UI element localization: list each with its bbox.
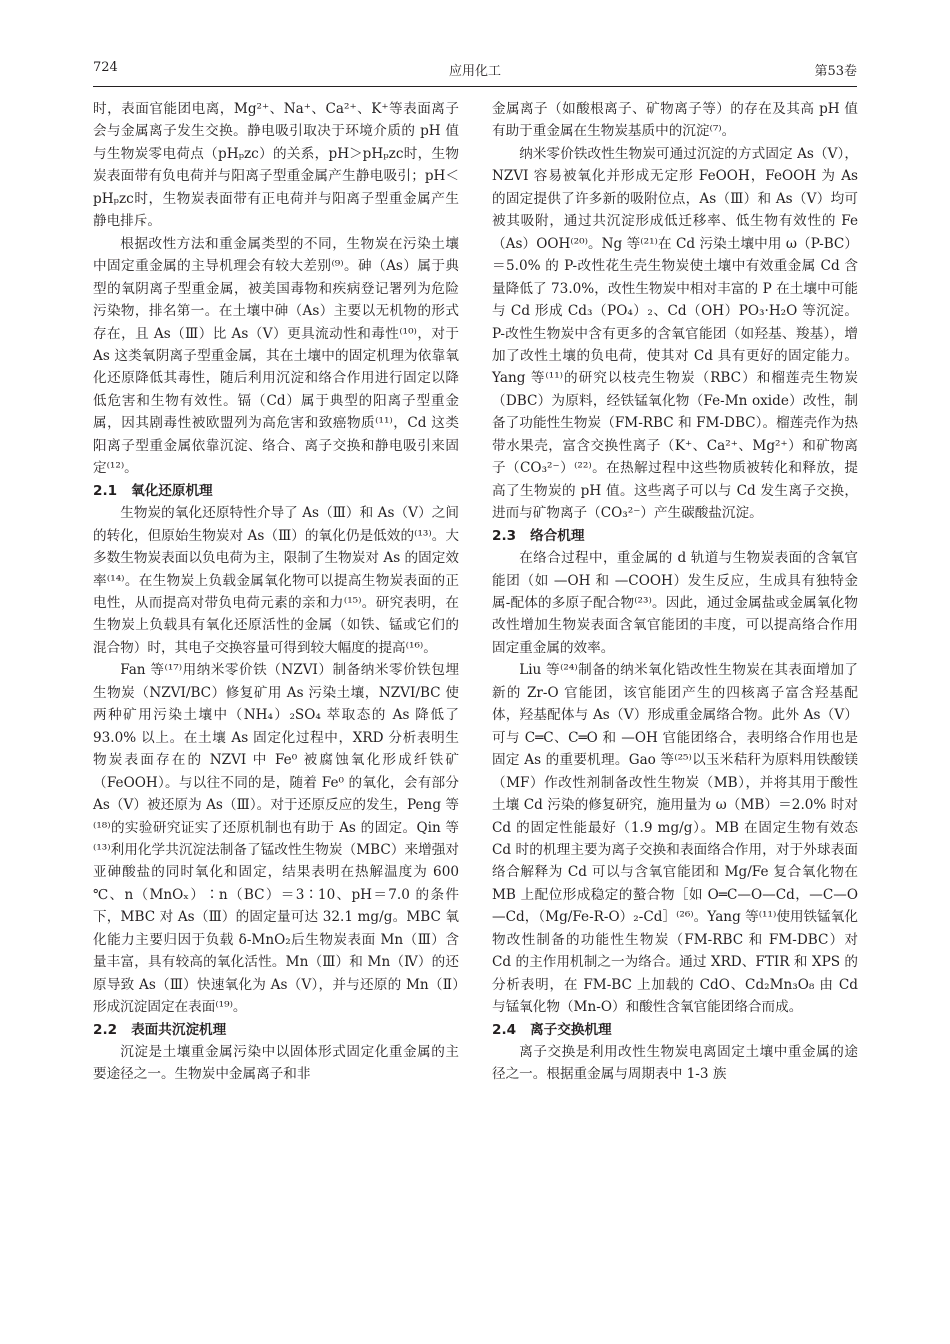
section-title: 氧化还原机理 [131,482,213,499]
right-column [492,98,858,1086]
paragraph: 生物炭的氧化还原特性介导了 As（Ⅲ）和 As（Ⅴ）之间的转化，但原始生物炭对 As（Ⅲ）的氧化仍是低效的⁽¹³⁾。大多数生物炭表面以负电荷为主，限制了生物炭对 As 的固定效率⁽¹⁴⁾。在生物炭上负载金属氧化物可以提高生物炭表面的正电性，从而提高对带负电荷元素的亲和力⁽¹⁵⁾。研究表明，在生物炭上负载具有氧化还原活性的金属（如铁、锰或它们的混合物）时，其电子交换容量可得到较大幅度的提高⁽¹⁶⁾。 [93,505,459,656]
paragraph: 时，表面官能团电离，Mg²⁺、Na⁺、Ca²⁺、K⁺等表面离子会与金属离子发生交换。静电吸引取决于环境介质的 pH 值与生物炭零电荷点（pHₚzc）的关系，pH＞pHₚzc时，生物炭表面带有负电荷并与阳离子型重金属产生静电吸引；pH＜pHₚzc时，生物炭表面带有正电荷并与阳离子型重金属产生静电排斥。 [93,101,459,230]
header-rule [93,86,857,87]
page-header [93,60,857,84]
section-title: 表面共沉淀机理 [131,1021,227,1038]
paragraph: 离子交换是利用改性生物炭电离固定土壤中重金属的途径之一。根据重金属与周期表中 1-3 族 [492,1044,858,1083]
section-number: 2.1 [93,482,118,499]
section-heading-2-1 [93,480,459,502]
journal-title: 应用化工 [448,64,501,79]
paragraph: 在络合过程中，重金属的 d 轨道与生物炭表面的含氧官能团（如 —OH 和 —COOH）发生反应，生成具有独特金属-配体的多原子配合物⁽²³⁾。因此，通过金属盐或金属氧化物改性增加生物炭表面含氧官能团的丰度，可以提高络合作用固定重金属的效率。 [492,550,858,656]
section-heading-2-2 [93,1019,459,1041]
paragraph: 沉淀是土壤重金属污染中以固体形式固定化重金属的主要途径之一。生物炭中金属离子和非 [93,1044,459,1083]
section-heading-2-4 [492,1019,858,1041]
section-number: 2.4 [492,1021,517,1038]
paragraph: Liu 等⁽²⁴⁾制备的纳米氧化锆改性生物炭在其表面增加了新的 Zr-O 官能团，该官能团产生的四核离子富含羟基配体，羟基配体与 As（Ⅴ）形成重金属络合物。此外 As（Ⅴ）可与 C═C、C═O 和 —OH 官能团络合，表明络合作用也是固定 As 的重要机理。Gao 等⁽²⁵⁾以玉米秸秆为原料用铁酸镁（MF）作改性剂制备改性生物炭（MB），并将其用于酸性土壤 Cd 污染的修复研究，施用量为 ω（MB）＝2.0% 时对 Cd 的固定性能最好（1.9 mg/g）。MB 在固定生物有效态 Cd 时的机理主要为离子交换和表面络合作用，对于外球表面络合解释为 Cd 可以与含氧官能团和 Mg/Fe 复合氧化物在 MB 上配位形成稳定的螯合物［如 O═C—O—Cd，—C—O—Cd，（Mg/Fe-R-O）₂-Cd］⁽²⁶⁾。Yang 等⁽¹¹⁾使用铁锰氧化物改性制备的功能性生物炭（FM-RBC 和 FM-DBC）对 Cd 的主作用机制之一为络合。通过 XRD、FTIR 和 XPS 的分析表明，在 FM-BC 上加载的 CdO、Cd₂Mn₃O₈ 由 Cd 与锰氧化物（Mn-O）和酸性含氧官能团络合而成。 [492,662,858,1016]
section-number: 2.3 [492,527,517,544]
page-number: 724 [93,60,118,75]
paragraph: 金属离子（如酸根离子、矿物离子等）的存在及其高 pH 值有助于重金属在生物炭基质中的沉淀⁽⁷⁾。 [492,101,858,140]
section-heading-2-3 [492,525,858,547]
section-title: 离子交换机理 [530,1021,612,1038]
paragraph: 纳米零价铁改性生物炭可通过沉淀的方式固定 As（Ⅴ），NZVI 容易被氧化并形成无定形 FeOOH，FeOOH 为 As 的固定提供了许多新的吸附位点，As（Ⅲ）和 As（Ⅴ）均可被其吸附，通过共沉淀形成低迁移率、低生物有效性的 Fe（As）OOH⁽²⁰⁾。Ng 等⁽²¹⁾在 Cd 污染土壤中用 ω（P-BC）＝5.0% 的 P-改性花生壳生物炭使土壤中有效重金属 Cd 含量降低了 73.0%，改性生物炭中相对丰富的 P 在土壤中可能与 Cd 形成 Cd₃（PO₄）₂、Cd（OH）PO₃·H₂O 等沉淀。P-改性生物炭中含有更多的含氧官能团（如羟基、羧基），增加了改性土壤的负电荷，使其对 Cd 具有更好的固定能力。Yang 等⁽¹¹⁾的研究以枝壳生物炭（RBC）和榴莲壳生物炭（DBC）为原料，经铁锰氧化物（Fe-Mn oxide）改性，制备了功能性生物炭（FM-RBC 和 FM-DBC）。榴莲壳作为热带水果壳，富含交换性离子（K⁺、Ca²⁺、Mg²⁺）和矿物离子（CO₃²⁻）⁽²²⁾。在热解过程中这些物质被转化和释放，提高了生物炭的 pH 值。这些离子可以与 Cd 发生离子交换，进而与矿物离子（CO₃²⁻）产生碳酸盐沉淀。 [492,145,858,522]
paragraph: Fan 等⁽¹⁷⁾用纳米零价铁（NZVI）制备纳米零价铁包埋生物炭（NZVI/BC）修复矿用 As 污染土壤，NZVI/BC 使两种矿用污染土壤中（NH₄）₂SO₄ 萃取态的 As 降低了 93.0% 以上。在土壤 As 固定化过程中，XRD 分析表明生物炭表面存在的 NZVI 中 Fe⁰ 被腐蚀氧化形成纤铁矿（FeOOH）。与以往不同的是，随着 Fe⁰ 的氧化，会有部分 As（Ⅴ）被还原为 As（Ⅲ）。对于还原反应的发生，Peng 等⁽¹⁸⁾的实验研究证实了还原机制也有助于 As 的固定。Qin 等⁽¹³⁾利用化学共沉淀法制备了锰改性生物炭（MBC）来增强对亚砷酸盐的同时氧化和固定，结果表明在热解温度为 600 ℃、n（MnOₓ）∶n（BC）＝3∶10、pH＝7.0 的条件下，MBC 对 As（Ⅲ）的固定量可达 32.1 mg/g。MBC 氧化能力主要归因于负载 δ-MnO₂后生物炭表面 Mn（Ⅲ）含量丰富，具有较高的氧化活性。Mn（Ⅲ）和 Mn（Ⅳ）的还原导致 As（Ⅲ）快速氧化为 As（Ⅴ），并与还原的 Mn（Ⅱ）形成沉淀固定在表面⁽¹⁹⁾。 [93,662,459,1016]
left-column [93,98,459,1086]
section-number: 2.2 [93,1021,118,1038]
section-title: 络合机理 [530,527,585,544]
paragraph: 根据改性方法和重金属类型的不同，生物炭在污染土壤中固定重金属的主导机理会有较大差别⁽⁹⁾。砷（As）属于典型的氧阴离子型重金属，被美国毒物和疾病登记署列为危险污染物，排名第一。在土壤中砷（As）主要以无机物的形式存在，且 As（Ⅲ）比 As（Ⅴ）更具流动性和毒性⁽¹⁰⁾，对于 As 这类氧阴离子型重金属，其在土壤中的固定机理为依靠氧化还原降低其毒性，随后利用沉淀和络合作用进行固定以降低危害和生物有效性。镉（Cd）属于典型的阳离子型重金属，因其剧毒性被欧盟列为高危害和致癌物质⁽¹¹⁾，Cd 这类阳离子型重金属依靠沉淀、络合、离子交换和静电吸引来固定⁽¹²⁾。 [93,235,459,477]
volume-label: 第53卷 [814,64,857,79]
